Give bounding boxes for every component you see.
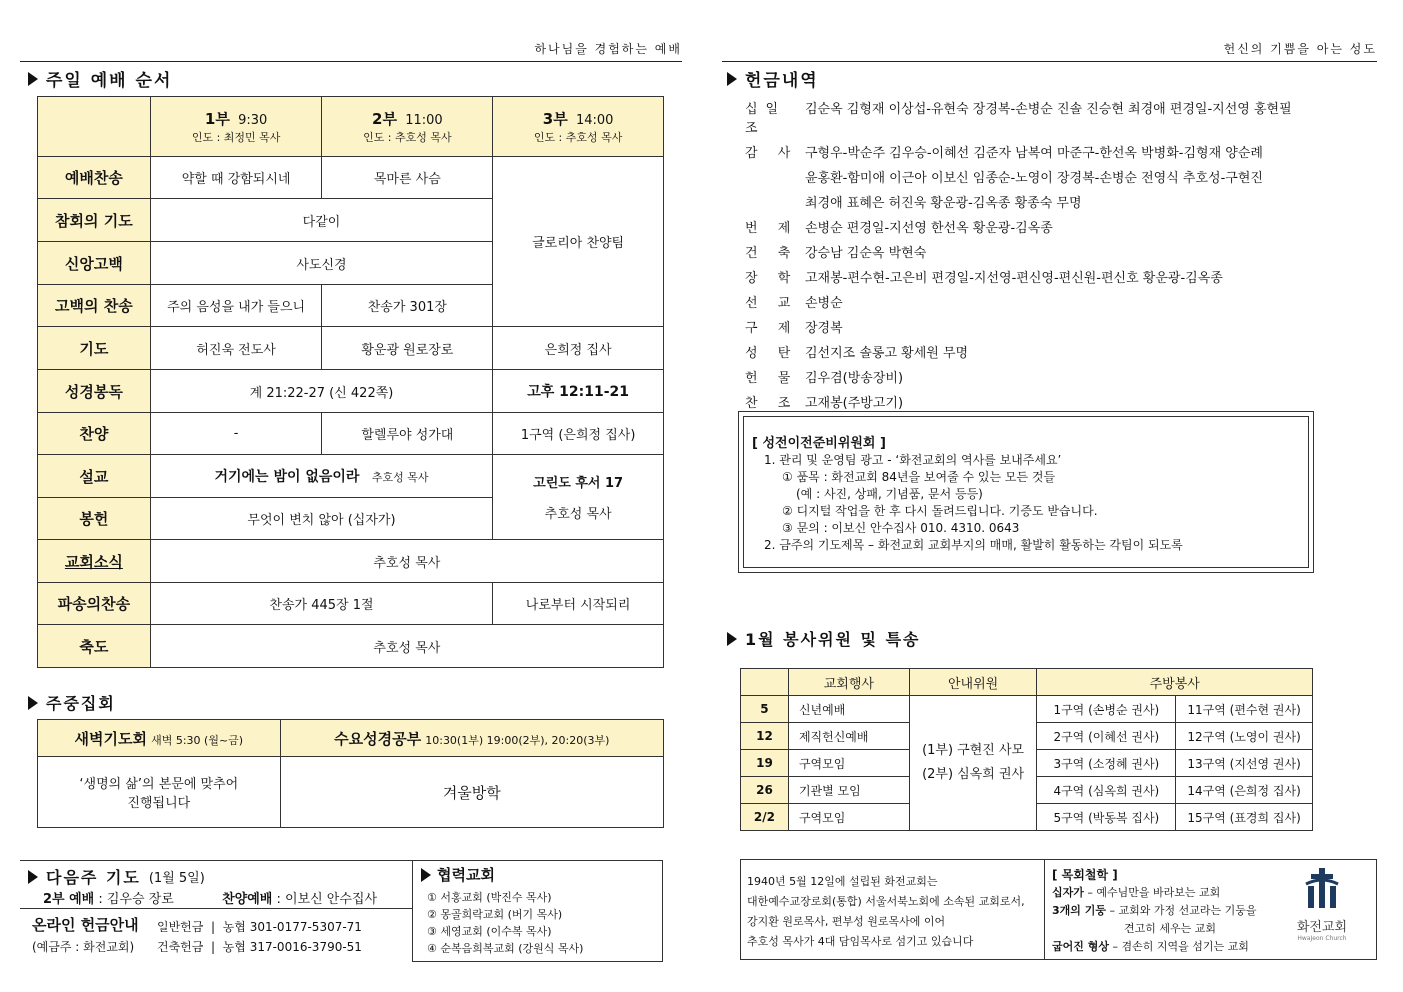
row-label-confess: 고백의 찬송 <box>38 285 151 327</box>
committee-title: [ 성전이전준비위원회 ] <box>752 436 886 451</box>
table-row: 19 구역모임 3구역 (소정혜 권사) 13구역 (지선영 권사) <box>741 750 1313 777</box>
offering-row: 최경애 표혜은 허진욱 황운광-김옥종 황종숙 무명 <box>805 196 1082 211</box>
offering-row: 건 축 강승남 김순옥 박현숙 <box>745 246 927 261</box>
online-holder: (예금주 : 화전교회) <box>32 940 135 954</box>
confess-s2: 찬송가 301장 <box>322 285 493 327</box>
dawn-header: 새벽기도회 새벽 5:30 (월~금) <box>38 720 281 757</box>
partners-list <box>427 889 662 957</box>
triangle-icon <box>28 696 38 710</box>
weekday-table <box>37 719 664 828</box>
online-row-1: 일반헌금 | 농협 301-0177-5307-71 <box>157 920 362 934</box>
offering-row: 성 탄 김선지조 솔롱고 황세원 무명 <box>745 346 969 361</box>
hymn-s2: 목마른 사슴 <box>322 157 493 199</box>
offering-list <box>745 95 1292 414</box>
hymn-s1: 약할 때 강함되시네 <box>150 157 322 199</box>
gloria-team: 글로리아 찬양팀 <box>493 157 664 327</box>
worship-table <box>37 96 664 668</box>
committee-line: ② 디지털 작업을 한 후 다시 돌려드립니다. 기증도 받습니다. <box>782 504 1098 518</box>
service-corner <box>741 669 789 696</box>
triangle-icon <box>727 72 737 86</box>
committee-box <box>738 411 1314 573</box>
service-section-title: 1월 봉사위원 및 특송 <box>727 627 921 650</box>
row-label-sending: 파송의찬송 <box>38 583 151 625</box>
partner-item: ④ 순복음희복교회 (강원식 목사) <box>427 942 584 955</box>
repent-value: 다같이 <box>150 199 492 242</box>
row-label-prayer: 기도 <box>38 327 151 370</box>
row-label-offering: 봉헌 <box>38 498 151 540</box>
table-row: 5 신년예배 (1부) 구현진 사모 (2부) 심옥희 권사 1구역 (손병순 권사) 11구역 (편수현 권사) <box>741 696 1313 723</box>
service-2-header: 2부 11:00 인도 : 추호성 목사 <box>322 97 493 157</box>
row-label-hymn: 예배찬송 <box>38 157 151 199</box>
partner-item: ① 서홍교회 (박진수 목사) <box>427 891 552 904</box>
row-label-sermon: 설교 <box>38 455 151 498</box>
service-3-header: 3부 14:00 인도 : 추호성 목사 <box>493 97 664 157</box>
header-right: 헌신의 기쁨을 아는 성도 <box>722 40 1377 62</box>
philosophy: [ 목회철학 ] 십자가 – 예수님만을 바라보는 교회 3개의 기둥 – 교회와 가정 선교라는 기둥을 견고히 세우는 교회 굽어진 형상 – 겸손히 지역을 섬기는 교회 <box>1052 868 1257 953</box>
offering-row: 감 사 구형우-박순주 김우승-이혜선 김준자 남복여 마준구-한선옥 박병화-김형재 양순례 <box>745 146 1263 161</box>
committee-line: ③ 문의 : 이보신 안수집사 010. 4310. 0643 <box>782 521 1020 535</box>
offering-row: 장 학 고재봉-편수현-고은비 편경일-지선영-편신영-편신원-편신호 황운광-김옥종 <box>745 271 1223 286</box>
offering-row: 헌 물 김우겸(방송장비) <box>745 371 904 386</box>
committee-line: ① 품목 : 화전교회 84년을 보여줄 수 있는 모든 것들 <box>782 470 1056 484</box>
bless-value: 추호성 목사 <box>150 625 663 668</box>
next-week-title: 다음주 기도 (1월 5일) <box>28 865 205 888</box>
offering-value: 무엇이 변치 않아 (십자가) <box>150 498 492 540</box>
wed-header: 수요성경공부 10:30(1부) 19:00(2부), 20:20(3부) <box>280 720 663 757</box>
triangle-icon <box>28 72 38 86</box>
triangle-icon <box>28 870 38 884</box>
row-label-repent: 참회의 기도 <box>38 199 151 242</box>
row-label-praise: 찬양 <box>38 413 151 455</box>
offering-row: 찬 조 고재봉(주방고기) <box>745 396 904 411</box>
online-row-2: 건축헌금 | 농협 317-0016-3790-51 <box>157 940 362 954</box>
triangle-icon <box>421 868 431 882</box>
committee-line: 1. 관리 및 운영팀 광고 - ‘화전교회의 역사를 보내주세요’ <box>764 453 1062 467</box>
praise-s3: 1구역 (은희정 집사) <box>493 413 664 455</box>
news-value: 추호성 목사 <box>150 540 663 583</box>
usher-cell: (1부) 구현진 사모 (2부) 심옥희 권사 <box>909 696 1037 831</box>
row-label-bless: 축도 <box>38 625 151 668</box>
committee-line: (예 : 사진, 상패, 기념품, 문서 등등) <box>796 487 983 501</box>
header-kitchen: 주방봉사 <box>1037 669 1313 696</box>
worship-section-title <box>28 66 172 91</box>
church-logo: 화전교회 HwaJeon Church <box>1287 866 1357 942</box>
creed-value: 사도신경 <box>150 242 492 285</box>
worship-title: 주일 예배 순서 <box>46 71 173 91</box>
prayer-s2: 황운광 원로장로 <box>322 327 493 370</box>
row-label-creed: 신앙고백 <box>38 242 151 285</box>
offering-section-title: 헌금내역 <box>727 66 819 91</box>
about-box <box>740 859 1377 960</box>
triangle-icon <box>727 632 737 646</box>
row-label-reading: 성경봉독 <box>38 370 151 413</box>
about-text: 1940년 5월 12일에 설립된 화전교회는 대한예수교장로회(통합) 서울서북노회에 소속된 교회로서, 강지환 원로목사, 편부성 원로목사에 이어 추호성 목사가 4대 담임목사로 섬기고 있습니다 <box>747 875 1025 948</box>
church-logo-icon <box>1302 866 1342 912</box>
offering-row: 윤홍환-함미애 이근아 이보신 임종순-노영이 장경복-손병순 전영식 추호성-구현진 <box>805 171 1263 186</box>
prayer-s3: 은희정 집사 <box>493 327 664 370</box>
reading-value: 계 21:22-27 (신 422쪽) <box>150 370 492 413</box>
table-row: 2/2 구역모임 5구역 (박동복 집사) 15구역 (표경희 집사) <box>741 804 1313 831</box>
header-usher: 안내위원 <box>909 669 1037 696</box>
wed-body: 겨울방학 <box>280 757 663 828</box>
sending-value: 찬송가 445장 1절 <box>150 583 492 625</box>
worship-corner <box>38 97 151 157</box>
next-week-line: 2부 예배 : 김우승 장로 찬양예배 : 이보신 안수집사 <box>43 892 378 907</box>
committee-line: 2. 금주의 기도제목 – 화전교회 교회부지의 매매, 활발히 활동하는 각팀이 되도록 <box>764 538 1183 552</box>
confess-s1: 주의 음성을 내가 들으니 <box>150 285 322 327</box>
offering-row: 번 제 손병순 편경일-지선영 한선옥 황운광-김옥종 <box>745 221 1053 236</box>
praise-s1: - <box>150 413 322 455</box>
service-table <box>740 668 1313 831</box>
header-event: 교회행사 <box>788 669 909 696</box>
offering-row: 십일조 김순옥 김형재 이상섭-유현숙 장경복-손병순 진솔 진승현 최경애 편경일-지선영 홍현필 <box>745 102 1292 136</box>
prayer-s1: 허진욱 전도사 <box>150 327 322 370</box>
reading-s3: 고후 12:11-21 <box>493 370 664 413</box>
partners-box <box>412 860 663 962</box>
row-label-news: 교회소식 <box>38 540 151 583</box>
offering-row: 구 제 장경복 <box>745 321 843 336</box>
weekday-title: 주중집회 <box>46 694 116 713</box>
sermon-s3: 고린도 후서 17 추호성 목사 <box>493 455 664 540</box>
weekday-section-title <box>28 691 116 714</box>
offering-row: 선 교 손병순 <box>745 296 843 311</box>
sermon-value: 거기에는 밤이 없음이라 추호성 목사 <box>150 455 492 498</box>
header-left: 하나님을 경험하는 예배 <box>20 40 682 62</box>
partner-item: ② 몽골희락교회 (버기 목사) <box>427 908 563 921</box>
online-divider <box>20 908 412 909</box>
praise-s2: 할렐루야 성가대 <box>322 413 493 455</box>
partner-item: ③ 세영교회 (이수복 목사) <box>427 925 552 938</box>
service-1-header: 1부 9:30 인도 : 최정민 목사 <box>150 97 322 157</box>
sending-s3: 나로부터 시작되리 <box>493 583 664 625</box>
about-divider <box>1044 860 1045 959</box>
dawn-body: ‘생명의 삶’의 본문에 맞추어 진행됩니다 <box>38 757 281 828</box>
online-title: 온라인 헌금안내 <box>32 916 139 934</box>
partners-title: 협력교회 <box>421 864 662 885</box>
table-row: 26 기관별 모임 4구역 (심옥희 권사) 14구역 (은희정 집사) <box>741 777 1313 804</box>
table-row: 12 제직헌신예배 2구역 (이혜선 권사) 12구역 (노영이 권사) <box>741 723 1313 750</box>
